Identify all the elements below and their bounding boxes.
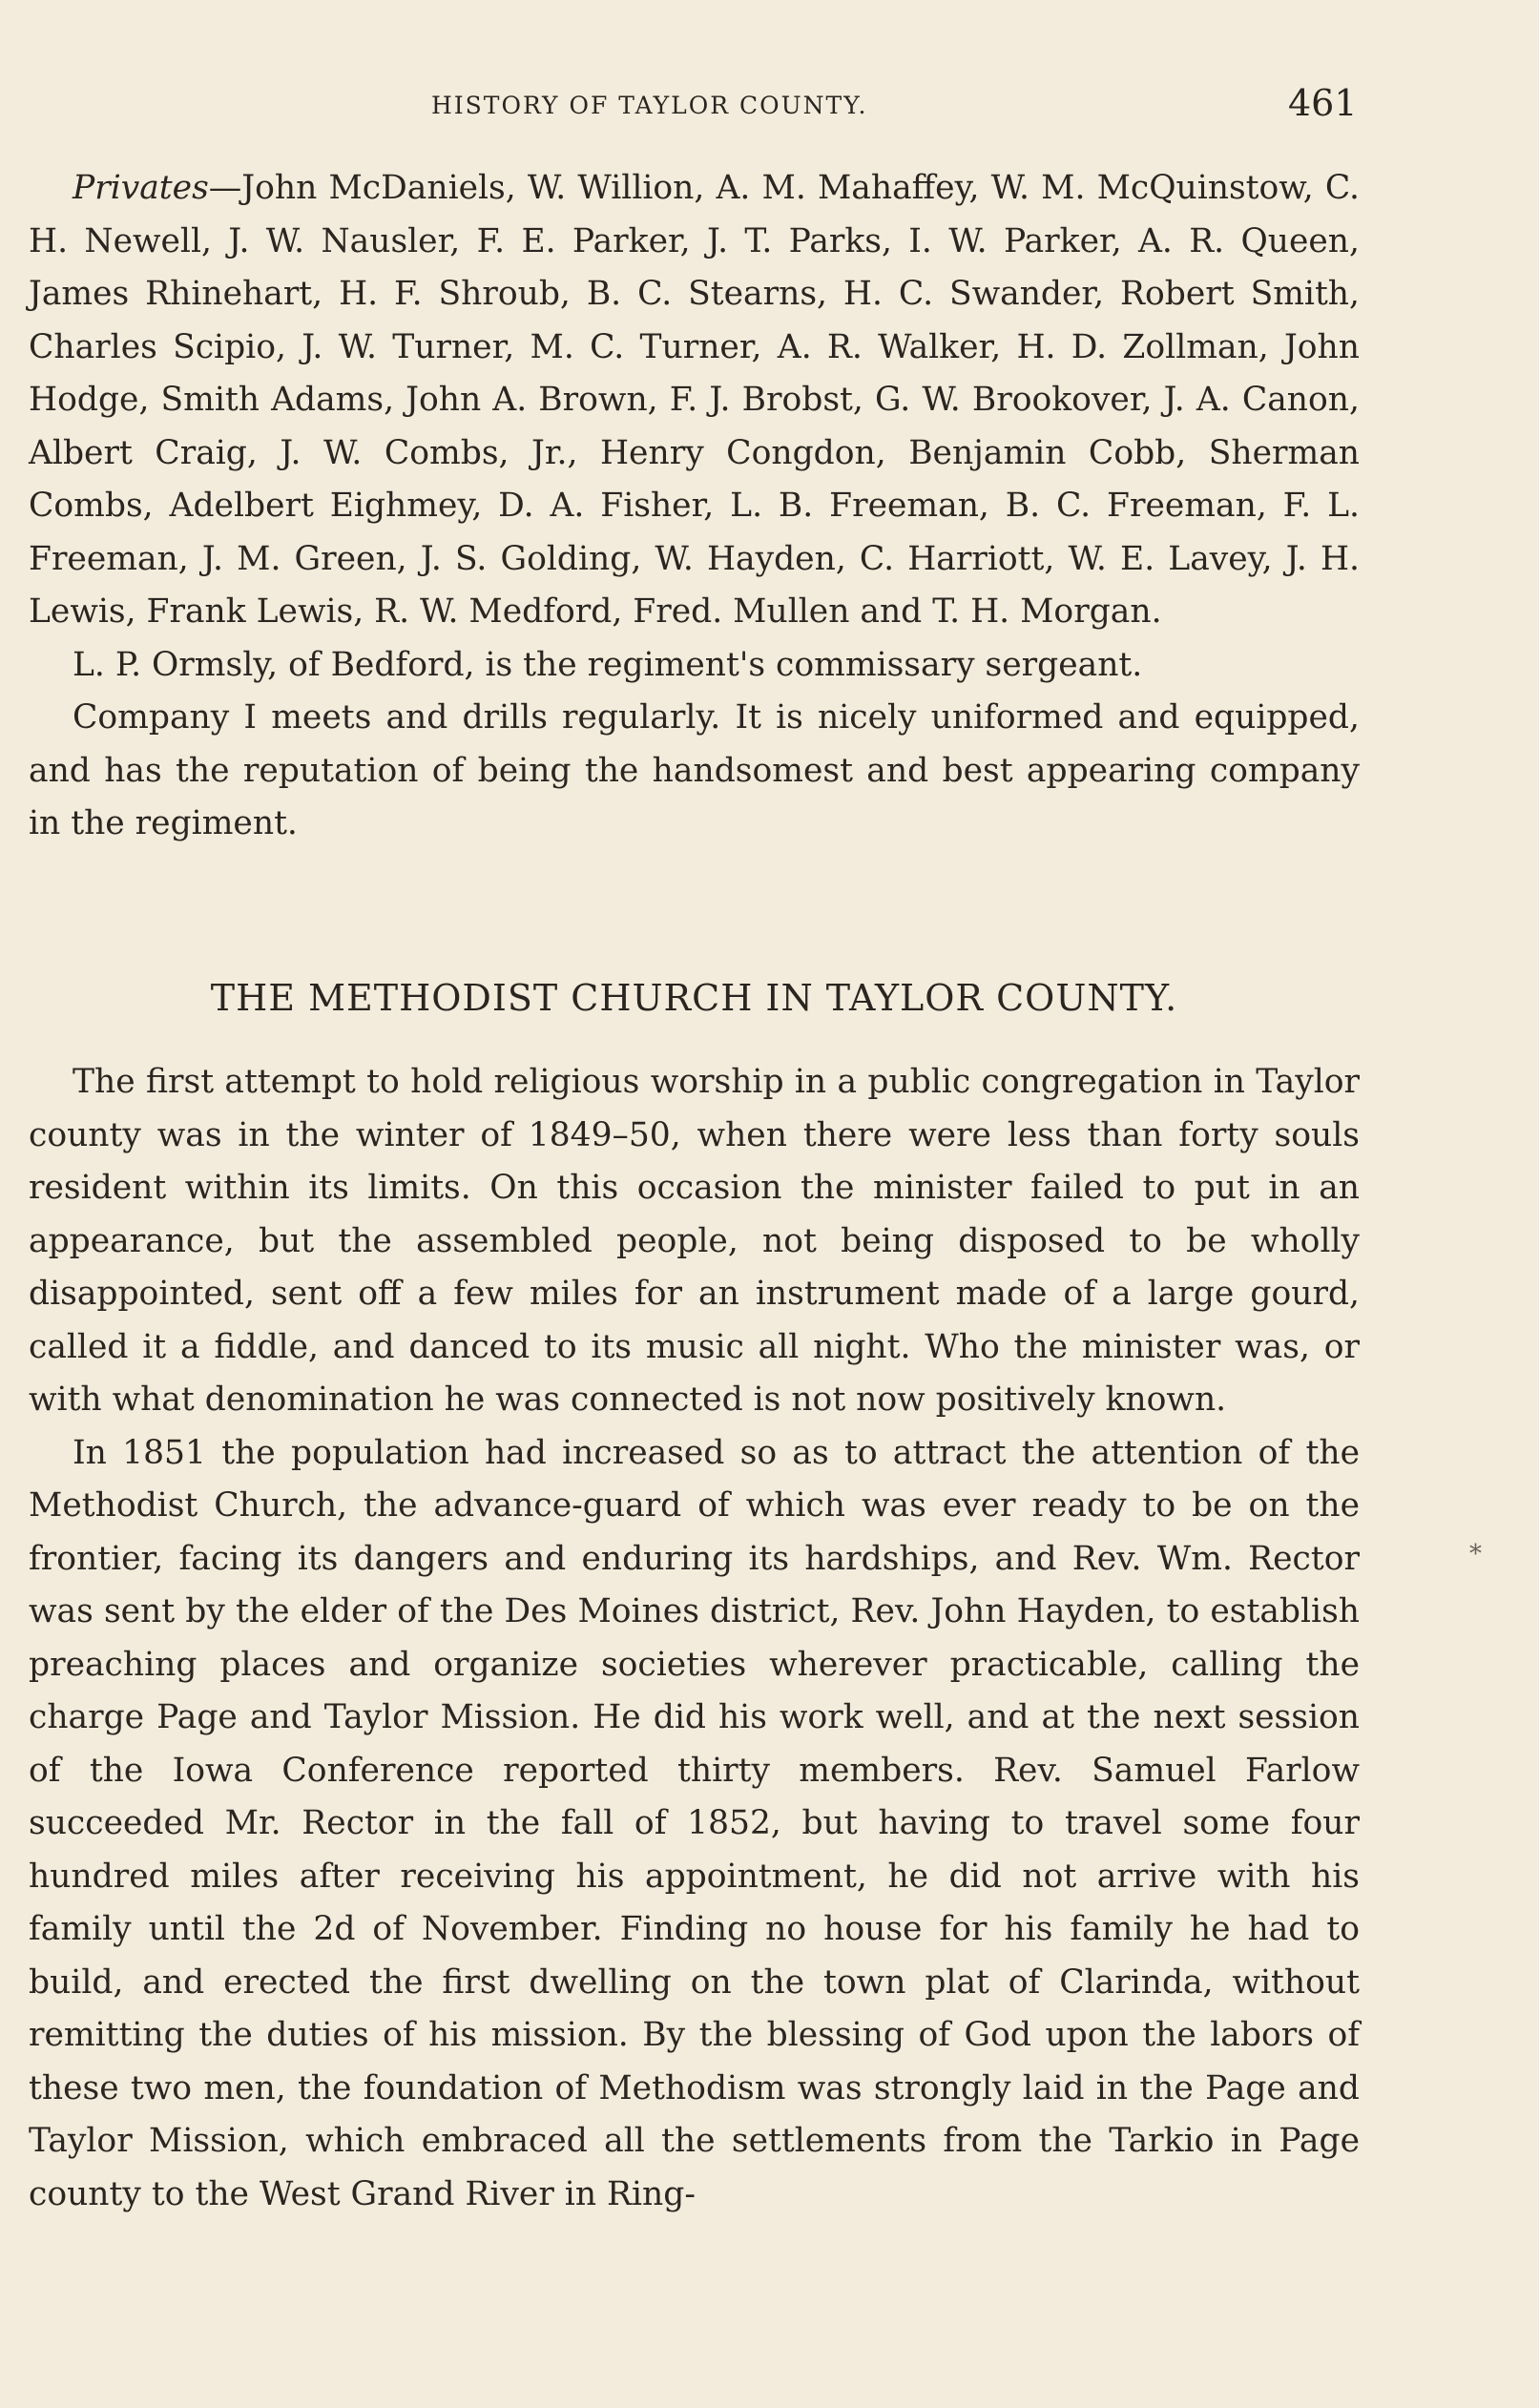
roster-paragraph	[29, 162, 1360, 639]
paragraph-company-i: Company I meets and drills regularly. It is nicely uniformed and equipped, and has the reputation of being the handsomest and best appearing company in the regiment.	[29, 698, 1360, 842]
roster-label: Privates	[73, 169, 209, 207]
lower-text-block	[29, 1056, 1360, 2221]
paragraph-methodist-mission: In 1851 the population had increased so as to attract the attention of the Methodist Church, the advance-guard of which was ever ready to be on the frontier, facing its dangers and enduring its hardships, and Rev. Wm. Rector was sent by the elder of the Des Moines district, Rev. John Hayden, to establish preaching places and organize societies wherever practicable, calling the charge Page and Taylor Mission. He did his work well, and at the next session of the Iowa Conference reported thirty members. Rev. Samuel Farlow succeeded Mr. Rector in the fall of 1852, but having to travel some four hundred miles after receiving his appointment, he did not arrive with his family until the 2d of November. Finding no house for his family he had to build, and erected the first dwelling on the town plat of Clarinda, without remitting the duties of his mission. By the blessing of God upon the labors of these two men, the foundation of Methodism was strongly laid in the Page and Taylor Mission, which embraced all the settlements from the Tarkio in Page county to the West Grand River in Ring-	[29, 1433, 1360, 2213]
paragraph-commissary: L. P. Ormsly, of Bedford, is the regiment's commissary sergeant.	[73, 645, 1143, 684]
paragraph-first-worship: The first attempt to hold religious worship in a public congregation in Taylor county was in the winter of 1849–50, when there were less than forty souls resident within its limits. On this occasion the minister failed to put in an appearance, but the assembled people, not being disposed to be wholly disappointed, sent off a few miles for an instrument made of a large gourd, called it a fiddle, and danced to its music all night. Who the minister was, or with what denomination he was connected is not now positively known.	[29, 1063, 1360, 1419]
roster-text: —John McDaniels, W. Willion, A. M. Mahaffey, W. M. McQuinstow, C. H. Newell, J. W. Nausler, F. E. Parker, J. T. Parks, I. W. Parker, A. R. Queen, James Rhinehart, H. F. Shroub, B. C. Stearns, H. C. Swander, Robert Smith, Charles Scipio, J. W. Turner, M. C. Turner, A. R. Walker, H. D. Zollman, John Hodge, Smith Adams, John A. Brown, F. J. Brobst, G. W. Brookover, J. A. Canon, Albert Craig, J. W. Combs, Jr., Henry Congdon, Benjamin Cobb, Sherman Combs, Adelbert Eighmey, D. A. Fisher, L. B. Freeman, B. C. Freeman, F. L. Freeman, J. M. Green, J. S. Golding, W. Hayden, C. Harriott, W. E. Lavey, J. H. Lewis, Frank Lewis, R. W. Medford, Fred. Mullen and T. H. Morgan.	[29, 169, 1360, 631]
section-heading: THE METHODIST CHURCH IN TAYLOR COUNTY.	[210, 977, 1178, 1019]
running-head	[0, 82, 1539, 130]
page-number: 461	[1288, 82, 1358, 124]
margin-mark: *	[1469, 1540, 1482, 1568]
upper-text-block	[29, 162, 1360, 851]
running-title: HISTORY OF TAYLOR COUNTY.	[431, 92, 868, 119]
